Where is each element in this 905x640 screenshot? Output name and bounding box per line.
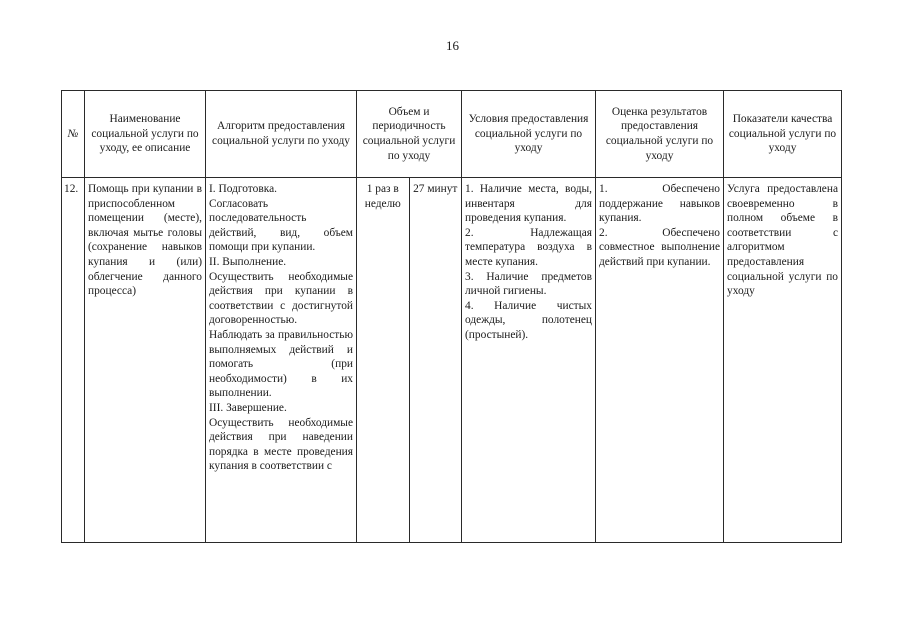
header-volume: Объем и периодичность социальной услуги по уходу xyxy=(357,91,462,178)
algorithm-line: Осуществить необходимые действия при купании в соответствии с достигнутой договоренностью. xyxy=(209,270,353,327)
header-row xyxy=(62,91,842,178)
header-algorithm: Алгоритм предоставления социальной услуги по уходу xyxy=(206,91,357,178)
condition-line: 1. Наличие места, воды, инвентаря для проведения купания. xyxy=(465,183,592,225)
service-table xyxy=(61,90,842,543)
algorithm-line: II. Выполнение. xyxy=(209,255,287,268)
cell-frequency xyxy=(357,178,409,542)
condition-line: 2. Надлежащая температура воздуха в месте купания. xyxy=(465,226,592,268)
cell-volume xyxy=(357,178,462,543)
cell-service-name: Помощь при купании в приспособленном помещении (месте), включая мытье головы (сохранение навыков купания и (или) облегчение данного процесса) xyxy=(85,178,206,543)
cell-conditions xyxy=(462,178,596,543)
cell-indicators: Услуга предоставлена своевременно в полном объеме в соответствии с алгоритмом предоставления социальной услуги по уходу xyxy=(724,178,842,543)
header-service-name: Наименование социальной услуги по уходу, ее описание xyxy=(85,91,206,178)
algorithm-line: I. Подготовка. xyxy=(209,183,277,195)
algorithm-line: Наблюдать за правильностью выполняемых действий и помогать (при необходимости) в их выполнении. xyxy=(209,328,353,400)
condition-line: 4. Наличие чистых одежды, полотенец (простыней). xyxy=(465,299,592,341)
cell-num: 12. xyxy=(62,178,85,543)
evaluation-line: 2. Обеспечено совместное выполнение действий при купании. xyxy=(599,226,720,268)
duration-text: 27 минут xyxy=(413,183,458,195)
header-evaluation: Оценка результатов предоставления социальной услуги по уходу xyxy=(596,91,724,178)
cell-algorithm xyxy=(206,178,357,543)
frequency-text: 1 раз в неделю xyxy=(364,183,401,210)
table-row xyxy=(62,178,842,543)
cell-evaluation xyxy=(596,178,724,543)
algorithm-line: Осуществить необходимые действия при наведении порядка в месте проведения купания в соответствии с xyxy=(209,416,353,473)
header-indicators: Показатели качества социальной услуги по уходу xyxy=(724,91,842,178)
volume-subtable xyxy=(357,178,461,542)
algorithm-line: Согласовать последовательность действий, вид, объем помощи при купании. xyxy=(209,197,353,254)
header-num: № xyxy=(62,91,85,178)
cell-duration xyxy=(409,178,461,542)
page-number: 16 xyxy=(446,38,459,53)
condition-line: 3. Наличие предметов личной гигиены. xyxy=(465,270,592,298)
header-conditions: Условия предоставления социальной услуги по уходу xyxy=(462,91,596,178)
algorithm-line: III. Завершение. xyxy=(209,401,287,414)
evaluation-line: 1. Обеспечено поддержание навыков купания. xyxy=(599,183,720,225)
